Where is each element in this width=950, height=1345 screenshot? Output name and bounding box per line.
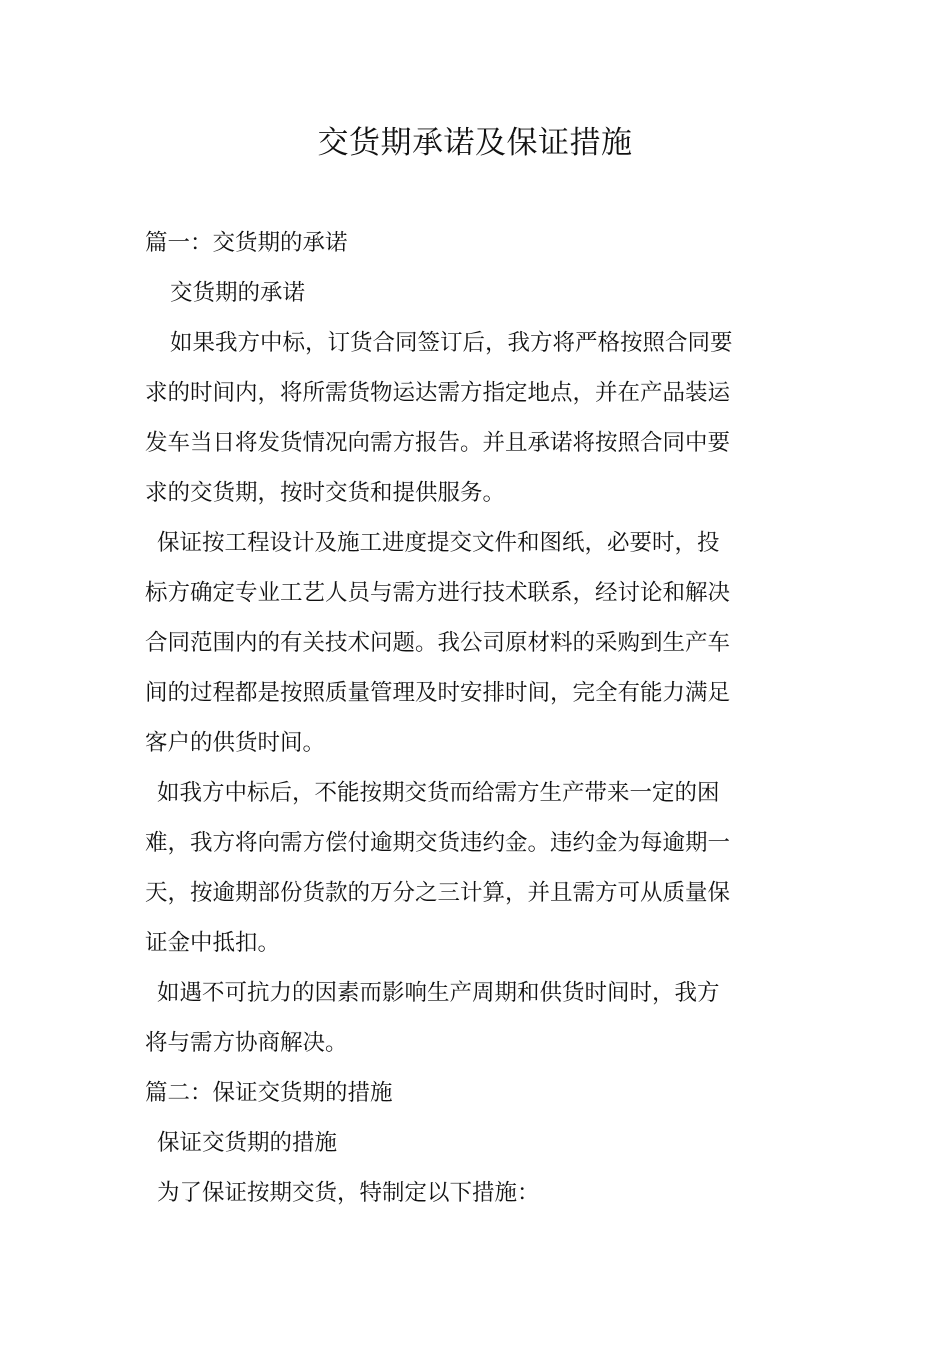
text-line: 求的交货期，按时交货和提供服务。 [145, 480, 506, 506]
text-line: 标方确定专业工艺人员与需方进行技术联系，经讨论和解决 [145, 580, 731, 606]
document-title: 交货期承诺及保证措施 [317, 125, 633, 161]
text-line: 发车当日将发货情况向需方报告。并且承诺将按照合同中要 [145, 430, 731, 456]
text-line: 将与需方协商解决。 [145, 1030, 348, 1056]
text-line: 合同范围内的有关技术问题。我公司原材料的采购到生产车 [145, 630, 731, 656]
text-line: 客户的供货时间。 [145, 730, 326, 756]
text-line: 保证按工程设计及施工进度提交文件和图纸，必要时，投 [157, 530, 720, 556]
text-line: 交货期的承诺 [170, 280, 306, 306]
text-line: 如我方中标后，不能按期交货而给需方生产带来一定的困 [157, 780, 720, 806]
text-line: 天，按逾期部份货款的万分之三计算，并且需方可从质量保 [145, 880, 731, 906]
document-body [145, 218, 745, 1218]
text-line: 间的过程都是按照质量管理及时安排时间，完全有能力满足 [145, 680, 731, 706]
text-line: 为了保证按期交货，特制定以下措施： [157, 1180, 540, 1206]
text-line: 求的时间内，将所需货物运达需方指定地点，并在产品装运 [145, 380, 731, 406]
text-line: 如遇不可抗力的因素而影响生产周期和供货时间时，我方 [157, 980, 720, 1006]
text-line: 难，我方将向需方偿付逾期交货违约金。违约金为每逾期一 [145, 830, 731, 856]
text-line: 保证交货期的措施 [157, 1130, 338, 1156]
text-line: 如果我方中标，订货合同签订后，我方将严格按照合同要 [170, 330, 733, 356]
text-line: 篇一：交货期的承诺 [145, 230, 348, 256]
text-line: 证金中抵扣。 [145, 930, 281, 956]
text-line: 篇二：保证交货期的措施 [145, 1080, 393, 1106]
